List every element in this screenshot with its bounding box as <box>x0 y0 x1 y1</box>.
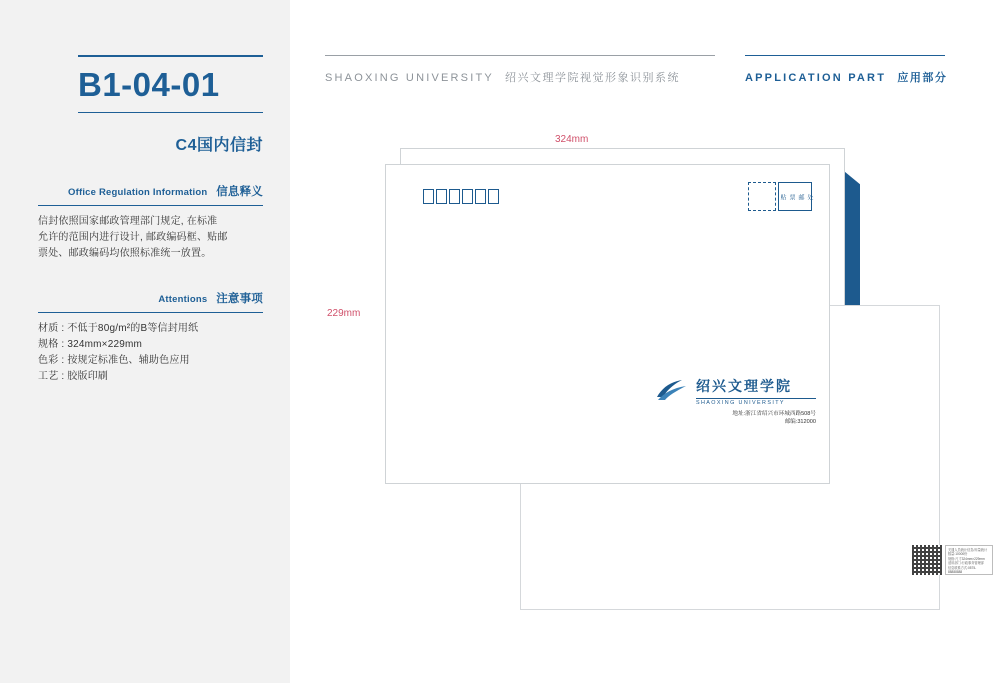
section-attentions <box>38 290 263 385</box>
postal-code-box <box>436 189 447 204</box>
section-attentions-body <box>38 321 263 385</box>
header-right-en: APPLICATION PART <box>745 72 887 84</box>
section-info-divider <box>38 205 263 206</box>
logo-name-en: SHAOXING UNIVERSITY <box>696 400 785 406</box>
divider-mid <box>78 112 263 113</box>
stamp-label-char-4: 处 <box>806 193 812 200</box>
postal-code-boxes <box>423 189 499 204</box>
envelope-artwork <box>300 120 990 640</box>
patch-line-1: 关通人员统计信息/用量统计 <box>948 548 988 552</box>
left-panel-content <box>38 55 263 385</box>
header-center-divider <box>325 55 715 56</box>
logo-row <box>656 376 816 406</box>
section-info-label-en: Office Regulation Information <box>68 187 208 198</box>
section-attentions-line-4: 工艺 : 胶版印刷 <box>38 371 109 382</box>
stamp-label-char-3: 票 <box>788 193 794 200</box>
logo-names <box>696 376 816 406</box>
patch-line-4: 适用部门:行政事务管理部 <box>948 561 984 566</box>
section-attentions-label-en: Attentions <box>158 294 208 305</box>
stamp-label-char-2: 邮 <box>797 193 803 200</box>
qr-code-icon <box>912 545 942 575</box>
section-attentions-divider <box>38 312 263 313</box>
dimension-width-label: 324mm <box>555 134 589 145</box>
section-info-line-1: 信封依照国家邮政管理部门规定, 在标准 <box>38 216 218 227</box>
section-attentions-heading <box>38 290 263 306</box>
header-center-en: SHAOXING UNIVERSITY <box>325 72 494 84</box>
envelope-address <box>656 410 816 426</box>
section-info-label-cn: 信息释义 <box>216 186 263 198</box>
address-line-2: 邮编:312000 <box>784 419 816 425</box>
stamp-label-box <box>778 182 812 211</box>
section-info-line-2: 允许的范围内进行设计, 邮政编码框、贴邮 <box>38 232 228 243</box>
postal-code-box <box>462 189 473 204</box>
patch-info-text <box>945 545 993 575</box>
header-center-cn: 绍兴文理学院视觉形象识别系统 <box>505 72 681 84</box>
page-title: C4国内信封 <box>175 137 263 154</box>
postal-code-box <box>488 189 499 204</box>
stamp-dashed-box <box>748 182 776 211</box>
envelope-front-sheet <box>385 164 830 484</box>
header-center <box>325 55 715 85</box>
postal-code-box <box>475 189 486 204</box>
stamp-label-char-1: 贴 <box>779 193 785 200</box>
header-right <box>745 55 948 85</box>
left-info-panel <box>0 0 290 683</box>
section-info-line-3: 票处、邮政编码均依照标准统一放置。 <box>38 248 212 259</box>
patch-line-5: 信息联系方式:0575-88888888 <box>948 565 977 575</box>
envelope-logo-block <box>656 376 816 426</box>
qr-info-patch <box>912 545 993 575</box>
section-attentions-label-cn: 注意事项 <box>216 293 263 305</box>
header-right-cn: 应用部分 <box>897 72 948 84</box>
logo-underline <box>696 398 816 399</box>
logo-name-cn: 绍兴文理学院 <box>696 380 792 395</box>
header-right-text <box>745 69 948 85</box>
section-attentions-line-3: 色彩 : 按规定标准色、辅助色应用 <box>38 355 190 366</box>
patch-line-3: 规格:尺寸324mm×229mm <box>948 556 985 561</box>
section-info <box>38 183 263 262</box>
postal-code-box <box>423 189 434 204</box>
header-center-text <box>325 69 715 85</box>
section-info-heading <box>38 183 263 199</box>
patch-line-2: 数量:10000份 <box>948 552 968 557</box>
postal-code-box <box>449 189 460 204</box>
section-attentions-line-2: 规格 : 324mm×229mm <box>38 339 143 350</box>
university-emblem-icon <box>656 379 690 406</box>
section-attentions-line-1: 材质 : 不低于80g/m²的B等信封用纸 <box>38 323 199 334</box>
section-info-body <box>38 214 263 262</box>
header-right-divider <box>745 55 945 56</box>
page-code: B1-04-01 <box>78 66 220 103</box>
address-line-1: 地址:浙江省绍兴市环城西路508号 <box>732 411 816 417</box>
divider-top <box>78 55 263 57</box>
dimension-height-label: 229mm <box>327 308 361 319</box>
stamp-area <box>748 182 812 211</box>
